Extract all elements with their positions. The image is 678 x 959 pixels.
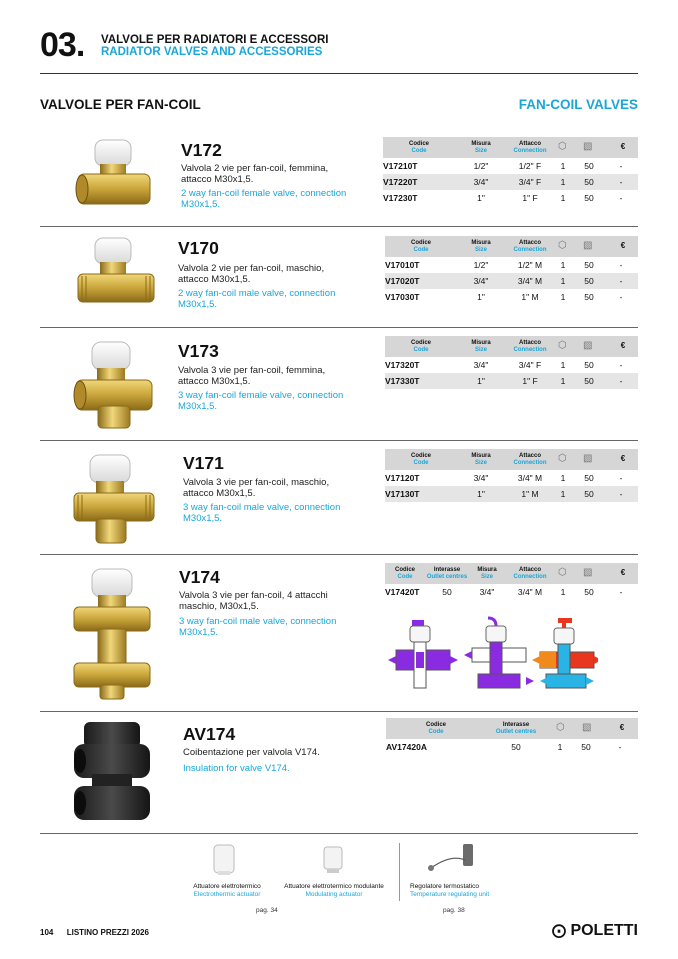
table-row bbox=[385, 273, 638, 289]
row-box: 50 bbox=[584, 193, 594, 203]
row-pack: 1 bbox=[560, 587, 566, 597]
row-connection: 1" F bbox=[522, 193, 538, 203]
row-connection: 3/4" M bbox=[517, 587, 543, 597]
modulating-actuator-icon bbox=[322, 845, 344, 875]
chapter-title-en: RADIATOR VALVES AND ACCESSORIES bbox=[101, 46, 323, 58]
row-pack: 1 bbox=[560, 276, 566, 286]
single-pack-icon: ⬡ bbox=[558, 340, 567, 351]
product-divider bbox=[40, 554, 638, 555]
header-divider bbox=[40, 73, 638, 74]
row-pack: 1 bbox=[557, 742, 563, 752]
product-divider bbox=[40, 226, 638, 227]
euro-icon: € bbox=[620, 341, 626, 350]
euro-icon: € bbox=[619, 723, 625, 732]
row-connection: 1" F bbox=[522, 376, 538, 386]
row-size: 1" bbox=[477, 489, 485, 499]
row-box: 50 bbox=[581, 742, 591, 752]
row-code: V17020T bbox=[385, 276, 420, 286]
accessory-label-it: Attuatore elettrotermico bbox=[193, 883, 261, 890]
accessory-label-en: Modulating actuator bbox=[305, 891, 363, 898]
row-pack: 1 bbox=[560, 193, 566, 203]
header-code-en: Code bbox=[411, 148, 427, 154]
table-header bbox=[386, 718, 638, 739]
row-box: 50 bbox=[584, 376, 594, 386]
header-code: Codice bbox=[410, 453, 431, 459]
table-row bbox=[383, 174, 638, 190]
row-pack: 1 bbox=[560, 489, 566, 499]
table-row bbox=[385, 357, 638, 373]
row-pack: 1 bbox=[560, 376, 566, 386]
section-title-it: VALVOLE PER FAN-COIL bbox=[40, 97, 201, 112]
product-code-title: V170 bbox=[178, 238, 219, 258]
header-connection: Attacco bbox=[518, 141, 541, 147]
valve-v171-image bbox=[70, 451, 160, 549]
price-table-av174 bbox=[386, 718, 638, 755]
row-pack: 1 bbox=[560, 292, 566, 302]
row-code: V17320T bbox=[385, 360, 420, 370]
header-connection-en: Connection bbox=[513, 347, 547, 353]
row-size: 1/2" bbox=[473, 260, 489, 270]
product-description-en: 3 way fan-coil female valve, connection M30x1,5. bbox=[178, 390, 344, 412]
accessory-label-it: Attuatore elettrotermico modulante bbox=[284, 883, 384, 890]
row-pack: 1 bbox=[560, 473, 566, 483]
row-box: 50 bbox=[584, 587, 594, 597]
product-description-it: Valvola 3 vie per fan-coil, maschio, attacco M30x1,5. bbox=[183, 477, 330, 499]
accessories-divider bbox=[399, 843, 400, 901]
row-price: - bbox=[619, 161, 623, 171]
row-size: 3/4" bbox=[473, 473, 489, 483]
row-price: - bbox=[619, 260, 623, 270]
row-code: V17010T bbox=[385, 260, 420, 270]
row-connection: 1/2" F bbox=[518, 161, 542, 171]
product-code-title: V173 bbox=[178, 341, 219, 361]
header-size: Misura bbox=[471, 141, 491, 147]
price-table-v173 bbox=[385, 336, 638, 389]
row-pack: 1 bbox=[560, 161, 566, 171]
chapter-title-it: VALVOLE PER RADIATORI E ACCESSORI bbox=[101, 34, 329, 46]
row-price: - bbox=[619, 292, 623, 302]
header-code-en: Code bbox=[413, 247, 429, 253]
euro-icon: € bbox=[620, 568, 626, 577]
valve-v170-image bbox=[72, 234, 162, 314]
product-code-title: AV174 bbox=[183, 724, 236, 744]
product-description-it: Coibentazione per valvola V174. bbox=[183, 747, 320, 758]
row-box: 50 bbox=[584, 177, 594, 187]
row-size: 3/4" bbox=[473, 276, 489, 286]
row-connection: 1" M bbox=[521, 292, 539, 302]
accessory-label-en: Electrothermic actuator bbox=[193, 891, 261, 898]
price-table-v171 bbox=[385, 449, 638, 502]
box-pack-icon: ▧ bbox=[583, 453, 593, 464]
thermo-actuator-icon bbox=[212, 843, 236, 877]
flow-diagram-mixing bbox=[532, 618, 598, 688]
header-size-en: Size bbox=[480, 574, 493, 580]
header-connection: Attacco bbox=[518, 567, 541, 573]
brand-logo-icon: ⨀ bbox=[551, 922, 566, 938]
table-row bbox=[385, 584, 638, 600]
row-box: 50 bbox=[584, 260, 594, 270]
row-connection: 3/4" F bbox=[518, 360, 542, 370]
row-price: - bbox=[619, 587, 623, 597]
box-pack-icon: ▧ bbox=[582, 722, 592, 733]
single-pack-icon: ⬡ bbox=[558, 141, 567, 152]
header-code-en: Code bbox=[413, 347, 429, 353]
row-price: - bbox=[619, 473, 623, 483]
table-header bbox=[383, 137, 638, 158]
header-connection-en: Connection bbox=[513, 148, 547, 154]
table-header bbox=[385, 563, 638, 584]
header-connection-en: Connection bbox=[513, 460, 547, 466]
table-row bbox=[385, 486, 638, 502]
row-price: - bbox=[619, 177, 623, 187]
table-header bbox=[385, 449, 638, 470]
row-pack: 1 bbox=[560, 360, 566, 370]
box-pack-icon: ▧ bbox=[583, 141, 593, 152]
row-box: 50 bbox=[584, 489, 594, 499]
header-size: Misura bbox=[477, 567, 497, 573]
header-size-en: Size bbox=[474, 460, 487, 466]
row-connection: 1" M bbox=[521, 489, 539, 499]
row-size: 1" bbox=[477, 292, 485, 302]
table-row bbox=[383, 190, 638, 206]
header-code: Codice bbox=[410, 240, 431, 246]
header-connection-en: Connection bbox=[513, 574, 547, 580]
header-centres-en: Outlet centres bbox=[495, 729, 537, 735]
accessory-label-it: Regolatore termostatico bbox=[410, 883, 480, 890]
flow-diagram-bypass bbox=[464, 618, 534, 688]
header-centres: Interasse bbox=[502, 722, 530, 728]
row-price: - bbox=[618, 742, 622, 752]
product-description-en: 3 way fan-coil male valve, connection M30x1,5. bbox=[179, 616, 337, 638]
euro-icon: € bbox=[620, 142, 626, 151]
header-code-en: Code bbox=[428, 729, 444, 735]
temperature-regulator-icon bbox=[423, 842, 485, 876]
product-code-title: V171 bbox=[183, 453, 224, 473]
header-connection: Attacco bbox=[518, 340, 541, 346]
header-centres: Interasse bbox=[433, 567, 461, 573]
catalog-name: LISTINO PREZZI 2026 bbox=[66, 928, 149, 937]
header-code: Codice bbox=[394, 567, 415, 573]
product-description-en: Insulation for valve V174. bbox=[183, 763, 290, 774]
row-size: 1" bbox=[477, 193, 485, 203]
row-box: 50 bbox=[584, 276, 594, 286]
product-code-title: V174 bbox=[179, 567, 220, 587]
header-code-en: Code bbox=[413, 460, 429, 466]
header-size-en: Size bbox=[474, 148, 487, 154]
table-row bbox=[386, 739, 638, 755]
valve-v174-image bbox=[72, 565, 152, 705]
header-connection: Attacco bbox=[518, 240, 541, 246]
price-table-v170 bbox=[385, 236, 638, 305]
product-description-it: Valvola 3 vie per fan-coil, 4 attacchi maschio, M30x1,5. bbox=[179, 590, 328, 612]
row-centres: 50 bbox=[511, 742, 521, 752]
page-number: 104 bbox=[40, 928, 54, 937]
header-code: Codice bbox=[410, 340, 431, 346]
table-row bbox=[385, 470, 638, 486]
chapter-number: 03. bbox=[40, 26, 85, 64]
product-description-it: Valvola 2 vie per fan-coil, femmina, attacco M30x1,5. bbox=[181, 163, 329, 185]
brand-name: POLETTI bbox=[570, 922, 638, 939]
section-title-en: FAN-COIL VALVES bbox=[518, 97, 638, 112]
row-price: - bbox=[619, 193, 623, 203]
table-row bbox=[383, 158, 638, 174]
product-description-en: 3 way fan-coil male valve, connection M30x1,5. bbox=[183, 502, 341, 524]
row-pack: 1 bbox=[560, 177, 566, 187]
accessory-label-en: Temperature regulating unit bbox=[410, 891, 490, 898]
row-size: 1/2" bbox=[473, 161, 489, 171]
euro-icon: € bbox=[620, 454, 626, 463]
header-code-en: Code bbox=[397, 574, 413, 580]
row-connection: 3/4" F bbox=[518, 177, 542, 187]
row-code: V17220T bbox=[383, 177, 418, 187]
footer-left bbox=[40, 928, 149, 937]
box-pack-icon: ▧ bbox=[583, 567, 593, 578]
row-centres: 50 bbox=[442, 587, 452, 597]
header-connection: Attacco bbox=[518, 453, 541, 459]
row-code: V17330T bbox=[385, 376, 420, 386]
row-code: AV17420A bbox=[386, 742, 427, 752]
row-size: 3/4" bbox=[479, 587, 495, 597]
product-divider bbox=[40, 711, 638, 712]
price-table-v174 bbox=[385, 563, 638, 600]
product-description-en: 2 way fan-coil male valve, connection M30x1,5. bbox=[178, 288, 336, 310]
header-size-en: Size bbox=[474, 347, 487, 353]
box-pack-icon: ▧ bbox=[583, 340, 593, 351]
product-code-title: V172 bbox=[181, 140, 222, 160]
product-divider bbox=[40, 327, 638, 328]
header-size: Misura bbox=[471, 453, 491, 459]
header-connection-en: Connection bbox=[513, 247, 547, 253]
header-centres-en: Outlet centres bbox=[426, 574, 468, 580]
row-price: - bbox=[619, 360, 623, 370]
row-code: V17130T bbox=[385, 489, 420, 499]
row-size: 3/4" bbox=[473, 360, 489, 370]
header-size: Misura bbox=[471, 240, 491, 246]
table-row bbox=[385, 373, 638, 389]
row-price: - bbox=[619, 489, 623, 499]
brand-logo bbox=[552, 922, 638, 940]
row-size: 1" bbox=[477, 376, 485, 386]
product-description-en: 2 way fan-coil female valve, connection M30x1,5. bbox=[181, 188, 347, 210]
header-size: Misura bbox=[471, 340, 491, 346]
row-code: V17420T bbox=[385, 587, 420, 597]
product-description-it: Valvola 3 vie per fan-coil, femmina, attacco M30x1,5. bbox=[178, 365, 326, 387]
flow-diagram-straight bbox=[388, 620, 458, 688]
row-box: 50 bbox=[584, 161, 594, 171]
flow-diagram bbox=[388, 612, 598, 697]
row-box: 50 bbox=[584, 473, 594, 483]
product-divider bbox=[40, 440, 638, 441]
table-row bbox=[385, 289, 638, 305]
single-pack-icon: ⬡ bbox=[558, 453, 567, 464]
header-code: Codice bbox=[425, 722, 446, 728]
insulation-av174-image bbox=[70, 720, 155, 825]
valve-v172-image bbox=[70, 134, 160, 214]
row-code: V17120T bbox=[385, 473, 420, 483]
single-pack-icon: ⬡ bbox=[556, 722, 565, 733]
row-code: V17210T bbox=[383, 161, 418, 171]
accessory-page-ref: pag. 38 bbox=[443, 907, 465, 914]
table-row bbox=[385, 257, 638, 273]
product-divider bbox=[40, 833, 638, 834]
row-connection: 1/2" M bbox=[517, 260, 543, 270]
accessory-page-ref: pag. 34 bbox=[256, 907, 278, 914]
single-pack-icon: ⬡ bbox=[558, 240, 567, 251]
row-pack: 1 bbox=[560, 260, 566, 270]
row-code: V17030T bbox=[385, 292, 420, 302]
row-box: 50 bbox=[584, 360, 594, 370]
header-size-en: Size bbox=[474, 247, 487, 253]
box-pack-icon: ▧ bbox=[583, 240, 593, 251]
row-price: - bbox=[619, 276, 623, 286]
euro-icon: € bbox=[620, 241, 626, 250]
row-connection: 3/4" M bbox=[517, 473, 543, 483]
table-header bbox=[385, 236, 638, 257]
row-price: - bbox=[619, 376, 623, 386]
valve-v173-image bbox=[70, 338, 160, 433]
product-description-it: Valvola 2 vie per fan-coil, maschio, attacco M30x1,5. bbox=[178, 263, 325, 285]
price-table-v172 bbox=[383, 137, 638, 206]
row-code: V17230T bbox=[383, 193, 418, 203]
row-box: 50 bbox=[584, 292, 594, 302]
header-code: Codice bbox=[408, 141, 429, 147]
row-connection: 3/4" M bbox=[517, 276, 543, 286]
row-size: 3/4" bbox=[473, 177, 489, 187]
single-pack-icon: ⬡ bbox=[558, 567, 567, 578]
table-header bbox=[385, 336, 638, 357]
